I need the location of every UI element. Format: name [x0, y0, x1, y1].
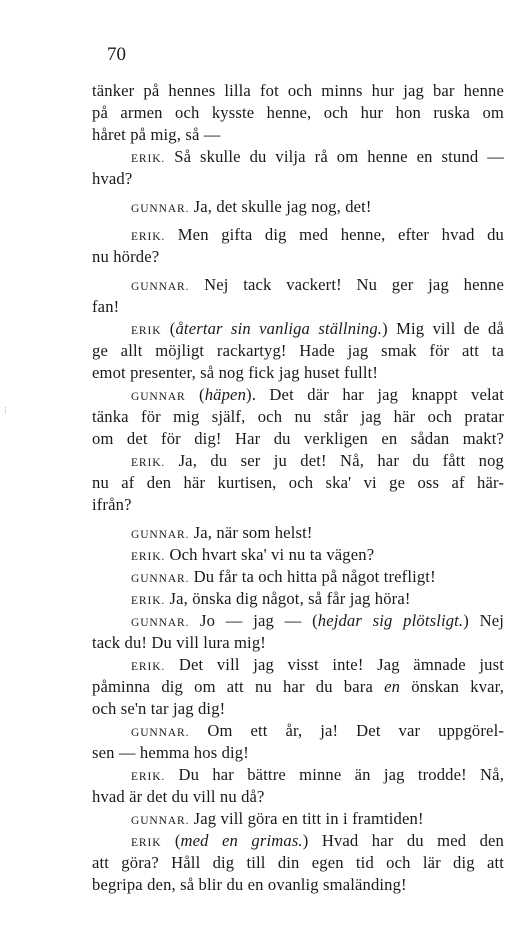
line-text: ifrån? — [92, 495, 132, 514]
text-line — [92, 340, 504, 362]
line-text: håret på mig, så — — [92, 125, 221, 144]
stage-direction: en — [384, 677, 401, 696]
line-text: Jo — jag — ( — [189, 611, 318, 630]
speaker-name: GUNNAR. — [131, 815, 190, 827]
text-line — [92, 522, 504, 544]
text-line — [92, 196, 504, 218]
text-line — [92, 428, 504, 450]
line-text: hvad är det du vill nu då? — [92, 787, 265, 806]
text-line — [92, 124, 504, 146]
stage-direction: häpen — [204, 385, 247, 404]
text-line — [92, 830, 504, 852]
text-line — [92, 384, 504, 406]
line-text: ( — [161, 319, 176, 338]
line-text: Ja, när som helst! — [189, 523, 313, 542]
text-line — [92, 450, 504, 472]
line-text: påminna dig om att nu har du bara — [92, 677, 385, 696]
text-line — [92, 362, 504, 384]
text-line — [92, 610, 504, 632]
line-text: Du får ta och hitta på något trefligt! — [189, 567, 436, 586]
text-line — [92, 168, 504, 190]
text-line — [92, 318, 504, 340]
line-text: Om ett år, ja! Det var uppgörel- — [189, 721, 504, 740]
text-line — [92, 102, 504, 124]
text-line — [92, 544, 504, 566]
stage-direction: återtar sin vanliga ställning. — [175, 319, 383, 338]
line-text: emot presenter, så nog fick jag huset fullt! — [92, 363, 379, 382]
speaker-name: ERIK — [131, 837, 162, 849]
line-text: Ja, det skulle jag nog, det! — [189, 197, 372, 216]
line-text: tack du! Du vill lura mig! — [92, 633, 266, 652]
line-text: ). Det där har jag knappt velat — [246, 385, 504, 404]
text-line — [92, 852, 504, 874]
speaker-name: ERIK. — [131, 231, 166, 243]
speaker-name: GUNNAR. — [131, 617, 190, 629]
line-text: Så skulle du vilja rå om henne en stund — — [165, 147, 504, 166]
line-text: begripa den, så blir du en ovanlig smaländing! — [92, 875, 407, 894]
speaker-name: ERIK. — [131, 595, 166, 607]
speaker-name: GUNNAR. — [131, 573, 190, 585]
text-line — [92, 472, 504, 494]
line-text: att göra? Håll dig till din egen tid och lär dig att — [92, 853, 504, 872]
stage-direction: hejdar sig plötsligt. — [317, 611, 464, 630]
speaker-name: ERIK. — [131, 771, 166, 783]
line-text: Du har bättre minne än jag trodde! Nå, — [165, 765, 504, 784]
line-text: ( — [185, 385, 205, 404]
line-text: och se'n tar jag dig! — [92, 699, 226, 718]
line-text: Men gifta dig med henne, efter hvad du — [165, 225, 504, 244]
dialogue-text — [92, 80, 504, 896]
line-text: ) Nej — [463, 611, 505, 630]
text-line — [92, 786, 504, 808]
line-text: Ja, du ser ju det! Nå, har du fått nog — [165, 451, 504, 470]
line-text: ) Mig vill de då — [382, 319, 504, 338]
text-line — [92, 296, 504, 318]
text-line — [92, 246, 504, 268]
line-text: på armen och kysste henne, och hur hon ruska om — [92, 103, 504, 122]
line-text: nu af den här kurtisen, och ska' vi ge oss af här- — [92, 473, 504, 492]
speaker-name: GUNNAR. — [131, 727, 190, 739]
line-text: ( — [161, 831, 181, 850]
speaker-name: ERIK. — [131, 551, 166, 563]
text-line — [92, 698, 504, 720]
text-line — [92, 80, 504, 102]
line-text: sen — hemma hos dig! — [92, 743, 249, 762]
line-text: tänker på hennes lilla fot och minns hur jag bar henne — [92, 81, 504, 100]
line-text: Ja, önska dig något, så får jag höra! — [165, 589, 411, 608]
speaker-name: ERIK. — [131, 153, 166, 165]
text-line — [92, 874, 504, 896]
line-text: hvad? — [92, 169, 133, 188]
stage-direction: med en grimas. — [180, 831, 303, 850]
speaker-name: GUNNAR. — [131, 203, 190, 215]
speaker-name: GUNNAR — [131, 391, 186, 403]
line-text: ) Hvad har du med den — [302, 831, 504, 850]
text-line — [92, 406, 504, 428]
text-line — [92, 720, 504, 742]
line-text: önskan kvar, — [400, 677, 504, 696]
text-line — [92, 224, 504, 246]
line-text: fan! — [92, 297, 120, 316]
speaker-name: GUNNAR. — [131, 529, 190, 541]
text-line — [92, 808, 504, 830]
text-line — [92, 676, 504, 698]
text-line — [92, 742, 504, 764]
line-text: Och hvart ska' vi nu ta vägen? — [165, 545, 375, 564]
line-text: Det vill jag visst inte! Jag ämnade just — [165, 655, 504, 674]
speaker-name: ERIK — [131, 325, 162, 337]
speaker-name: ERIK. — [131, 457, 166, 469]
line-text: ge allt möjligt rackartyg! Hade jag smak för att ta — [92, 341, 504, 360]
line-text: nu hörde? — [92, 247, 160, 266]
speaker-name: ERIK. — [131, 661, 166, 673]
text-line — [92, 632, 504, 654]
text-line — [92, 494, 504, 516]
speaker-name: GUNNAR. — [131, 281, 190, 293]
line-text: Nej tack vackert! Nu ger jag henne — [189, 275, 504, 294]
line-text: Jag vill göra en titt in i framtiden! — [189, 809, 424, 828]
text-line — [92, 764, 504, 786]
page-number: 70 — [107, 44, 126, 65]
text-line — [92, 566, 504, 588]
text-line — [92, 654, 504, 676]
text-line — [92, 588, 504, 610]
text-line — [92, 274, 504, 296]
line-text: tänka för mig själf, och nu står jag här och pratar — [92, 407, 504, 426]
text-line — [92, 146, 504, 168]
margin-mark: ⁞ — [4, 406, 7, 417]
line-text: om det för dig! Har du verkligen en sådan makt? — [92, 429, 504, 448]
